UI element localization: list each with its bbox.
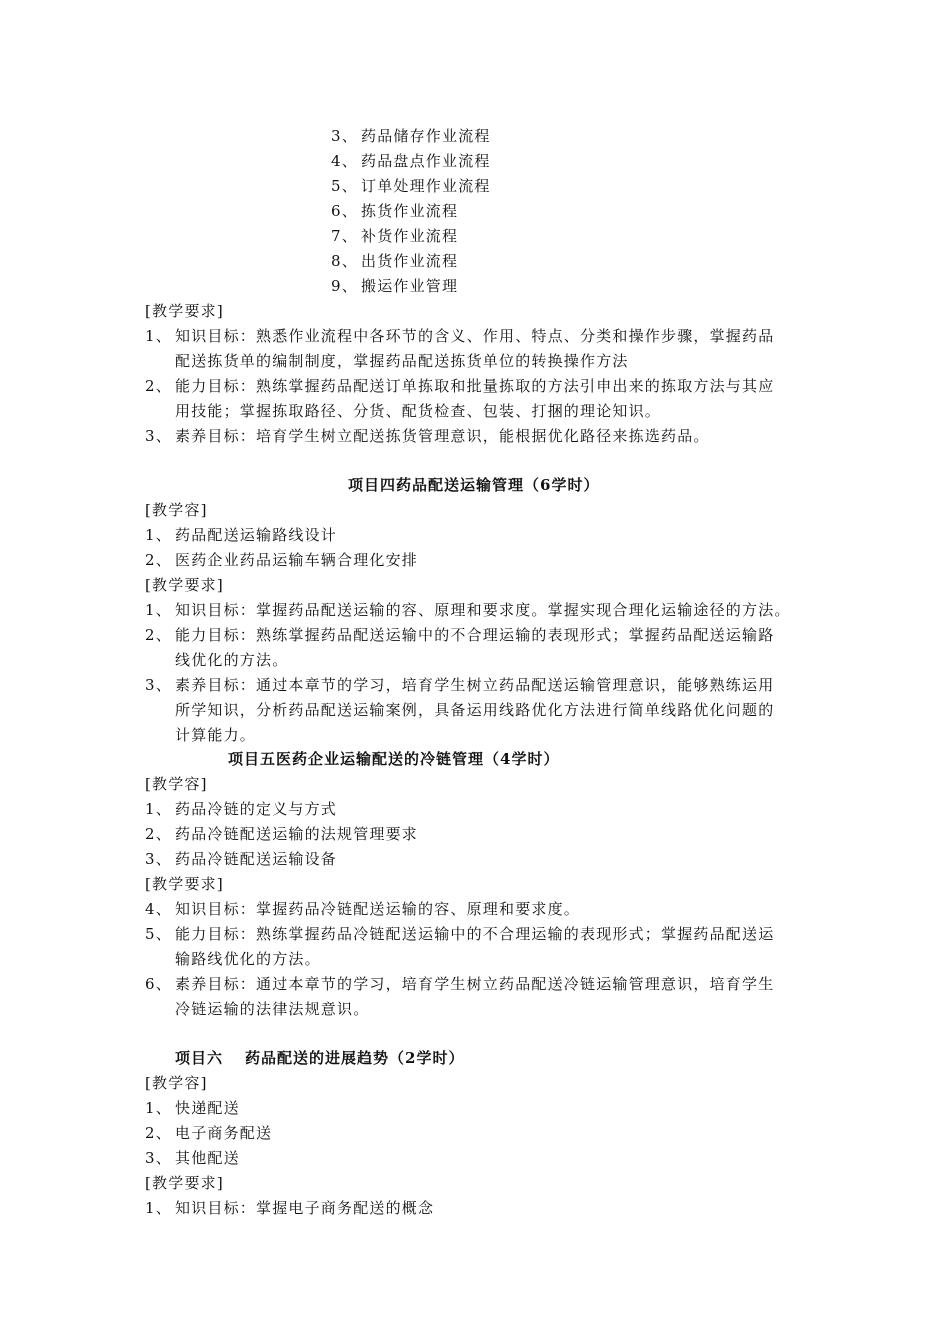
section-label: [教学要求] bbox=[145, 1174, 224, 1192]
list-item: 2、 医药企业药品运输车辆合理化安排 bbox=[145, 551, 419, 569]
section-label: [教学要求] bbox=[145, 302, 224, 320]
list-item: 2、 药品冷链配送运输的法规管理要求 bbox=[145, 825, 419, 843]
list-item-continuation: 冷链运输的法律法规意识。 bbox=[175, 1000, 370, 1018]
list-item: 8、 出货作业流程 bbox=[331, 252, 459, 270]
list-item: 2、 电子商务配送 bbox=[145, 1124, 273, 1142]
list-item-continuation: 计算能力。 bbox=[175, 726, 257, 744]
list-item: 3、 药品冷链配送运输设备 bbox=[145, 850, 338, 868]
list-item: 3、 素养目标：通过本章节的学习，培育学生树立药品配送运输管理意识，能够熟练运用 bbox=[145, 676, 775, 694]
list-item: 1、 知识目标：掌握药品配送运输的容、原理和要求度。掌握实现合理化运输途径的方法。 bbox=[145, 601, 791, 619]
list-item: 7、 补货作业流程 bbox=[331, 227, 459, 245]
list-item: 1、 药品冷链的定义与方式 bbox=[145, 800, 338, 818]
list-item-continuation: 所学知识，分析药品配送运输案例，具备运用线路优化方法进行简单线路优化问题的 bbox=[175, 701, 775, 719]
section-label: [教学容] bbox=[145, 775, 208, 793]
section-label: [教学容] bbox=[145, 1074, 208, 1092]
list-item: 9、 搬运作业管理 bbox=[331, 277, 459, 295]
section-title: 项目四药品配送运输管理（6学时） bbox=[348, 476, 600, 494]
section-label: [教学容] bbox=[145, 501, 208, 519]
section-title: 项目五医药企业运输配送的冷链管理（4学时） bbox=[228, 750, 560, 768]
list-item: 1、 快递配送 bbox=[145, 1099, 240, 1117]
list-item: 4、 知识目标：掌握药品冷链配送运输的容、原理和要求度。 bbox=[145, 900, 581, 918]
list-item: 2、 能力目标：熟练掌握药品配送运输中的不合理运输的表现形式；掌握药品配送运输路 bbox=[145, 626, 775, 644]
list-item: 3、 素养目标：培育学生树立配送拣货管理意识，能根据优化路径来拣选药品。 bbox=[145, 427, 710, 445]
section-label: [教学要求] bbox=[145, 875, 224, 893]
list-item: 5、 能力目标：熟练掌握药品冷链配送运输中的不合理运输的表现形式；掌握药品配送运 bbox=[145, 925, 775, 943]
list-item: 6、 素养目标：通过本章节的学习，培育学生树立药品配送冷链运输管理意识，培育学生 bbox=[145, 975, 775, 993]
list-item: 3、 药品储存作业流程 bbox=[331, 127, 491, 145]
list-item-continuation: 配送拣货单的编制制度，掌握药品配送拣货单位的转换操作方法 bbox=[175, 352, 629, 370]
section-title: 项目六 药品配送的进展趋势（2学时） bbox=[175, 1049, 465, 1067]
list-item: 4、 药品盘点作业流程 bbox=[331, 152, 491, 170]
list-item: 1、 知识目标：熟悉作业流程中各环节的含义、作用、特点、分类和操作步骤，掌握药品 bbox=[145, 327, 775, 345]
list-item: 1、 知识目标：掌握电子商务配送的概念 bbox=[145, 1199, 435, 1217]
list-item: 5、 订单处理作业流程 bbox=[331, 177, 491, 195]
list-item: 2、 能力目标：熟练掌握药品配送订单拣取和批量拣取的方法引申出来的拣取方法与其应 bbox=[145, 377, 775, 395]
list-item-continuation: 输路线优化的方法。 bbox=[175, 950, 321, 968]
list-item: 3、 其他配送 bbox=[145, 1149, 240, 1167]
section-label: [教学要求] bbox=[145, 576, 224, 594]
list-item: 1、 药品配送运输路线设计 bbox=[145, 526, 338, 544]
list-item: 6、 拣货作业流程 bbox=[331, 202, 459, 220]
list-item-continuation: 线优化的方法。 bbox=[175, 651, 289, 669]
list-item-continuation: 用技能；掌握拣取路径、分货、配货检查、包装、打捆的理论知识。 bbox=[175, 402, 662, 420]
